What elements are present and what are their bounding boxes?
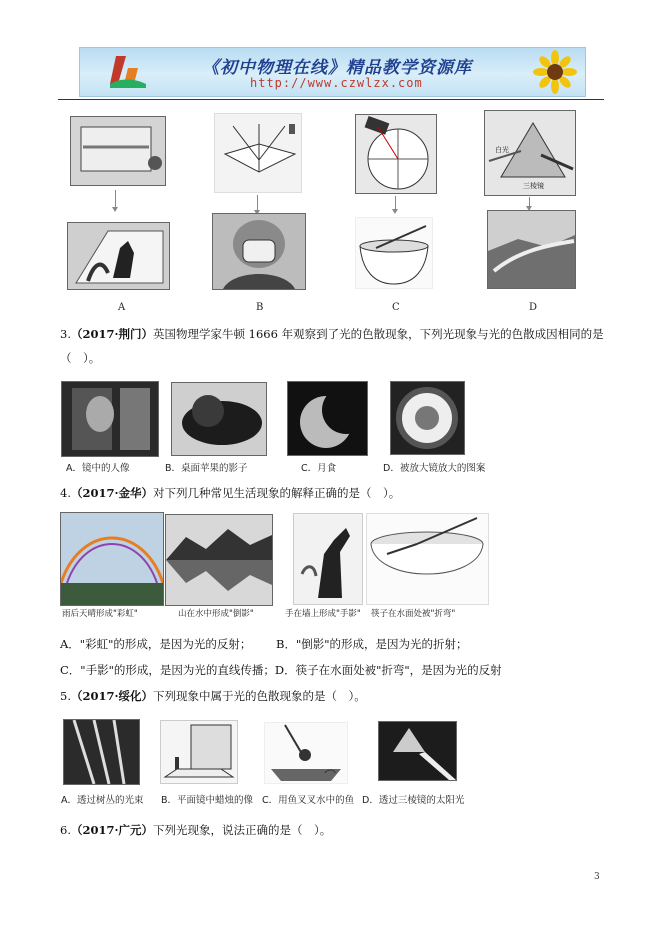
- white-light-label: 白光: [495, 146, 509, 154]
- question-4-number: 4.: [60, 486, 71, 500]
- q3-image-b: [171, 382, 267, 456]
- figure-label-a: A: [118, 302, 126, 313]
- question-6-source: （2017·广元）: [70, 823, 153, 837]
- q5-caption-b: B．平面镜中蜡烛的像: [161, 795, 254, 806]
- header-rule: [58, 99, 604, 100]
- header-url: http://www.czwlzx.com: [250, 76, 423, 90]
- figure-d-bottom-image: [487, 210, 576, 289]
- q3-image-d: [390, 381, 465, 455]
- prism-label: 三棱镜: [523, 182, 544, 190]
- q4-option-b: B．"倒影"的形成，是因为光的折射；: [276, 637, 468, 651]
- q4-option-cd: C．"手影"的形成，是因为光的直线传播；D．筷子在水面处被"折弯"，是因为光的反射: [60, 663, 502, 677]
- question-4: [60, 485, 400, 501]
- figure-a-arrow: [115, 190, 116, 208]
- figure-d-top-image: [484, 110, 576, 196]
- figure-c-arrow: [395, 196, 396, 210]
- q4-caption-chopsticks: 筷子在水面处被"折弯": [371, 609, 456, 619]
- q4-image-chopsticks: [366, 513, 489, 605]
- figure-c-bottom-image: [355, 217, 433, 289]
- q4-image-hand-shadow: [293, 513, 363, 605]
- question-6-text: 下列光现象，说法正确的是（ ）。: [153, 823, 332, 837]
- site-logo-icon: [108, 54, 148, 90]
- q4-caption-rainbow: 雨后天晴形成"彩虹": [62, 609, 138, 619]
- question-3-source: （2017·荆门）: [70, 327, 153, 341]
- figure-c-top-image: [355, 114, 437, 194]
- q5-image-a: [63, 719, 140, 785]
- question-4-text: 对下列几种常见生活现象的解释正确的是（ ）。: [153, 486, 401, 500]
- q4-caption-hand-shadow: 手在墙上形成"手影": [285, 609, 361, 619]
- q5-caption-d: D．透过三棱镜的太阳光: [362, 795, 465, 806]
- question-3-text: 英国物理学家牛顿 1666 年观察到了光的色散现象，下列光现象与光的色散成因相同的是: [153, 327, 604, 341]
- q5-caption-c: C．用鱼叉叉水中的鱼: [262, 795, 355, 806]
- q4-option-a: A．"彩虹"的形成，是因为光的反射；: [60, 637, 252, 651]
- figure-b-top-image: [214, 113, 302, 193]
- header-banner: [79, 47, 586, 97]
- sunflower-icon: [525, 50, 581, 94]
- q3-caption-c: C．月食: [301, 463, 337, 474]
- q5-image-c: [264, 722, 348, 784]
- page-number: 3: [594, 872, 600, 882]
- question-5-source: （2017·绥化）: [70, 689, 153, 703]
- figure-label-c: C: [392, 302, 400, 313]
- q4-image-reflection: [165, 514, 273, 606]
- q3-image-a: [61, 381, 159, 457]
- q5-image-d: [378, 721, 457, 781]
- question-4-source: （2017·金华）: [70, 486, 153, 500]
- question-3-number: 3.: [60, 327, 71, 341]
- q5-caption-a: A．透过树丛的光束: [61, 795, 144, 806]
- q3-caption-d: D．被放大镜放大的图案: [383, 463, 486, 474]
- figure-label-b: B: [256, 302, 264, 313]
- question-3-line2: （ ）。: [60, 351, 101, 365]
- figure-d-arrow: [529, 197, 530, 207]
- figure-b-arrow: [257, 195, 258, 211]
- header-title: 《初中物理在线》精品教学资源库: [202, 58, 472, 78]
- q3-caption-a: A．镜中的人像: [66, 463, 130, 474]
- q4-image-rainbow: [60, 512, 164, 606]
- figure-b-bottom-image: [212, 213, 306, 290]
- q3-image-c: [287, 381, 368, 456]
- q5-image-b: [160, 720, 238, 784]
- q4-caption-reflection: 山在水中形成"倒影": [178, 609, 254, 619]
- q3-caption-b: B．桌面苹果的影子: [165, 463, 248, 474]
- question-5-number: 5.: [60, 689, 71, 703]
- question-5: [60, 688, 366, 704]
- question-5-text: 下列现象中属于光的色散现象的是（ ）。: [153, 689, 366, 703]
- question-6-number: 6.: [60, 823, 71, 837]
- figure-label-d: D: [529, 302, 538, 313]
- figure-a-bottom-image: [67, 222, 170, 290]
- figure-a-top-image: [70, 116, 166, 186]
- question-3: [60, 326, 604, 342]
- question-6: [60, 822, 331, 838]
